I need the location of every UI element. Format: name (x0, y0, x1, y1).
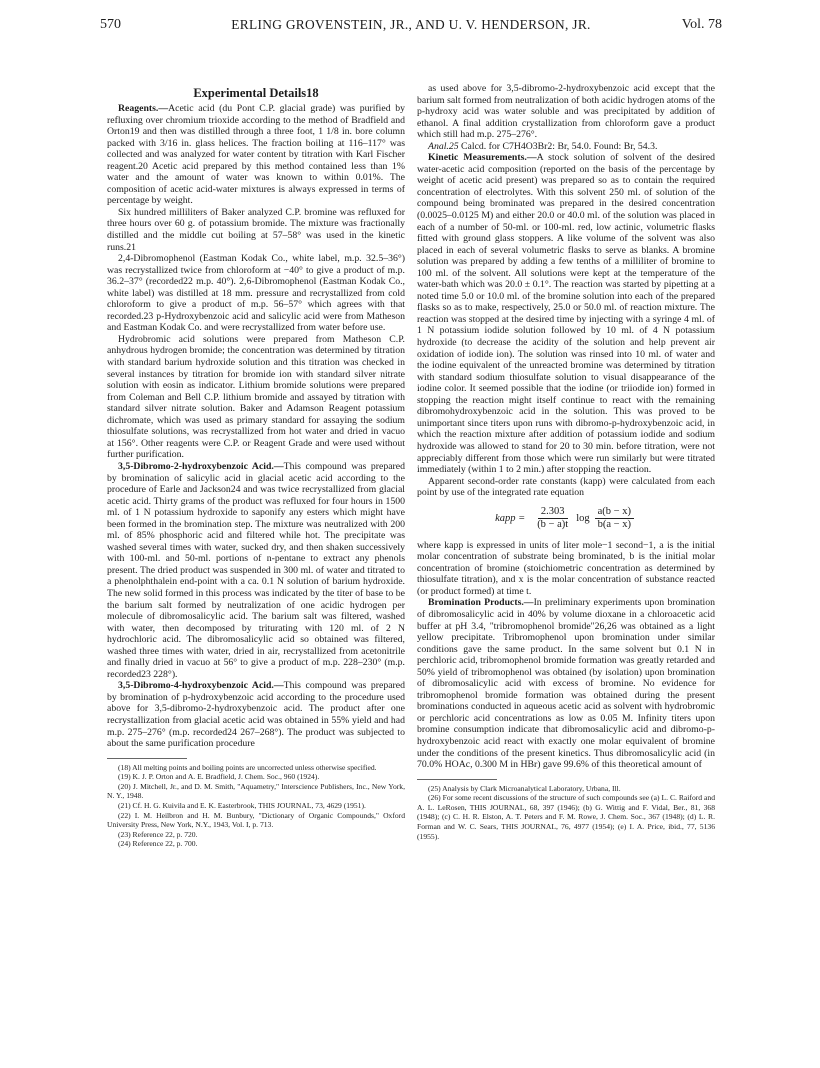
page-number: 570 (100, 17, 121, 32)
run-in-heading: Kinetic Measurements.— (428, 152, 537, 164)
footnote: (19) K. J. P. Orton and A. E. Bradfield, J. Chem. Soc., 960 (1924). (118, 772, 320, 782)
rate-equation (417, 502, 715, 536)
equation-lhs: kapp = (495, 512, 526, 524)
paragraph-text: 2,4-Dibromophenol (Eastman Kodak Co., white label, m.p. 32.5–36°) was recrystallized twice from chloroform at −40° to give a product of m.p. 36.2–37° (recorded22 m.p. 40°). 2,6-Dibromophenol (Eastman Kodak Co., white label) was distilled at 18 mm. pressure and recrystallized from cold chloroform to give a product of m.p. 56–57° which agrees with that recorded.23 p-Hydroxybenzoic acid and salicylic acid were from Matheson and Eastman Kodak Co. and were recrystallized from water before use. (107, 253, 405, 334)
paragraph (417, 597, 715, 770)
run-in-heading: Reagents.— (118, 103, 169, 114)
run-in-heading: Bromination Products.— (428, 597, 534, 609)
footnote: (21) Cf. H. G. Kuivila and E. K. Easterbrook, THIS JOURNAL, 73, 4629 (1951). (118, 801, 366, 810)
paragraph-text: Calcd. for C7H4O3Br2: Br, 54.0. Found: Br, 54.3. (458, 140, 658, 152)
paragraph-text: A stock solution of solvent of the desired water-acetic acid composition (reported on the basis of the percentage by weight of acetic acid present) was prepared so as to contain the required concentration of electrolytes. With this solvent 250 ml. of solution of the compound being brominated was prepared in the desired concentration (0.0025–0.0125 M) and either 20.0 or 40.0 ml. of the solution was placed in each of a number of 50-ml. or 100-ml. red, low actinic, volumetric flasks fitted with ground glass stoppers. A like volume of the solvent was also placed in each of several volumetric flasks to serve as blanks. A bromine solution was prepared by adding a few tenths of a milliliter of bromine to 100 ml. of the solvent. All solutions were kept at the temperature of the water-bath which was 20.0 ± 0.1°. The reaction was started by pipetting at a noted time 5.0 or 10.0 ml. of the bromine solution into each of the prepared flasks so as to make, respectively, 25.0 or 50.0 ml. of reaction mixture. The reaction was stopped at the desired time by injecting with a syringe 4 ml. of 1 N potassium iodide solution followed by 10 ml. of 4 N potassium hydroxide (to decrease the acidity of the solution and help prevent air oxidation of iodide ion). The solution was rinsed into 10 ml. of water and the iodine equivalent of the unreacted bromine was determined by titration with standard sodium thiosulfate solution to visual disappearance of the iodine color. It seemed possible that the iodine (or triiodide ion) formed in stopping the reaction might itself continue to react with the remaining dibromohydroxybenzoic acid in the solution. This was proved to be unimportant since titers upon runs with dibromo-p-hydroxybenzoic acid, in which the reaction mixture after addition of potassium iodide and sodium hydroxide was allowed to stand for 20 to 30 min. before titration, were not appreciably different from those which were run similarly but were titrated immediately (within 1 to 2 min.) after stopping the reaction. (417, 152, 715, 476)
coefficient-numerator: 2.303 (538, 506, 568, 519)
footnote: (22) I. M. Heilbron and H. M. Bunbury, "Dictionary of Organic Compounds," Oxford University Press, New York, N.Y., 1943, Vol. I, p. 713. (107, 810, 405, 830)
paragraph (107, 334, 405, 461)
paragraph (417, 152, 715, 475)
run-in-heading: Anal.25 (428, 140, 459, 152)
footnote: (20) J. Mitchell, Jr., and D. M. Smith, "Aquametry," Interscience Publishers, Inc., New York, N. Y., 1948. (107, 781, 405, 801)
footnote: (23) Reference 22, p. 720. (118, 829, 198, 839)
paragraph-text: as used above for 3,5-dibromo-2-hydroxybenzoic acid except that the barium salt formed from neutralization of both acidic hydrogen atoms of the p-hydroxy acid was water soluble and was precipitated by addition of ethanol. A final addition crystallization from chloroform gave a product which still had m.p. 275–276°. (417, 83, 715, 141)
paragraph (417, 141, 715, 153)
paragraph-text: In preliminary experiments upon bromination of dibromosalicylic acid in 40% by volume dioxane in a chloroacetic acid buffer at pH 3.4, "tribromophenol bromide"26,26 was obtained as a light yellow precipitate. Tribromophenol upon bromination under similar conditions gave the same product. In the same solvent but 0.1 N in perchloric acid, tribromophenol bromide formation was greatly retarded and 50% yield of tribromophenol was obtained (by isolation) upon bromination of dibromosalicylic acid with excess of bromine. No evidence for tribromophenol bromide formation was obtained during the present brominations conducted in aqueous acetic acid as solvent with hydrobromic or perchloric acid concentrations as low as 0.05 M. Infinity titers upon bromine consumption indicate that dibromosalicylic acid and dibromo-p-hydroxybenzoic acid react with exactly one molar equivalent of bromine under the conditions of the present kinetics. Thus dibromosalicylic acid (in 70.0% HOAc, 0.300 M in HBr) gave 99.6% of this theoretical amount of (417, 597, 716, 771)
argument-numerator: a(b − x) (595, 506, 634, 519)
coefficient-fraction (534, 506, 571, 531)
right-column (417, 83, 715, 841)
footnote: (26) For some recent discussions of the structure of such compounds see (a) L. C. Raiford and A. L. LeRosen, THIS JOURNAL, 68, 397 (1946); (b) G. Wittig and F. Vidal, Ber., 81, 368 (1948); (c) C. H. R. Elston, A. T. Peters and F. M. Rowe, J. Chem. Soc., 367 (1948); (d) L. R. Forman and W. C. Sears, THIS JOURNAL, 76, 4977 (1954); (e) I. A. Price, ibid., 77, 5136 (1955). (417, 793, 715, 841)
log-operator: log (576, 512, 590, 524)
paragraph-text: Six hundred milliliters of Baker analyzed C.P. bromine was refluxed for three hours over 60 g. of potassium bromide. The mixture was fractionally distilled and the middle cut boiling at 57–58° was used in the kinetic runs.21 (107, 206, 405, 253)
paragraph (107, 253, 405, 334)
footnote-rule (107, 758, 187, 759)
section-title: Experimental Details18 (193, 86, 319, 100)
paragraph (107, 680, 405, 749)
log-argument-fraction (595, 506, 634, 531)
paragraph-text: This compound was prepared by bromination of salicylic acid in glacial acetic acid according to the procedure of Earle and Jackson24 and was twice recrystallized from glacial acetic acid. Thirty grams of the product was refluxed for four hours in 1500 ml. of 1 N potassium hydroxide to saponify any esters which might have been formed in the bromination step. The mixture was neutralized with 200 ml. of 85% phosphoric acid and filtered while hot. The precipitate was washed several times with water, sucked dry, and then shaken successively with 100-ml. and 50-ml. portions of n-pentane to extract any phenols present. The dried product was suspended in 300 ml. of water and titrated to a phenolphthalein end-point with a ca. 0.1 N solution of barium hydroxide. The new solid formed in this process was indicated by the titer of base to be the barium salt formed by neutralization of one acidic hydrogen per molecule of dibromosalicylic acid. The barium salt was filtered, washed with water, then decomposed by triturating with 120 ml. of 2 N hydrochloric acid. The dibromosalicylic acid so obtained was filtered, washed three times with water, dried in air, recrystallized from acetonitrile and finally dried in vacuo at 56° to give a product of m.p. 228–230° (m.p. recorded23 228°). (107, 460, 405, 680)
paragraph-text: where kapp is expressed in units of liter mole−1 second−1, a is the initial molar concentration of substrate being brominated, b is the initial molar concentration of bromine (stoichiometric concentration as determined by thiosulfate titration), and x is the molar concentration of substance reacted (or product formed) at time t. (417, 539, 715, 597)
paragraph (107, 461, 405, 680)
paragraph-text: Acetic acid (du Pont C.P. glacial grade) was purified by refluxing over chromium trioxide according to the method of Bradfield and Orton19 and then was distilled through a three foot, 1 1/8 in. bore column packed with 3/16 in. glass helices. The fraction boiling at 116–117° was collected and was analyzed for water content by titration with Karl Fischer reagent.20 Acetic acid prepared by this method contained less than 1% water and the amount of water was known to within 0.01%. The composition of acetic acid-water mixtures is always expressed in terms of percentage by weight. (107, 103, 405, 207)
left-column (107, 86, 405, 849)
running-title: ERLING GROVENSTEIN, JR., AND U. V. HENDERSON, JR. (231, 17, 591, 32)
running-header (100, 17, 722, 37)
run-in-heading: 3,5-Dibromo-4-hydroxybenzoic Acid.— (118, 680, 284, 692)
paragraph (107, 207, 405, 253)
paragraph (417, 540, 715, 598)
footnote: (24) Reference 22, p. 700. (118, 839, 198, 849)
paragraph (417, 476, 715, 499)
volume-label: Vol. 78 (681, 17, 722, 32)
argument-denominator: b(a − x) (597, 519, 631, 531)
footnote-rule (417, 779, 497, 780)
footnote: (18) All melting points and boiling points are uncorrected unless otherwise specified. (118, 762, 377, 772)
run-in-heading: 3,5-Dibromo-2-hydroxybenzoic Acid.— (118, 460, 284, 472)
footnote: (25) Analysis by Clark Microanalytical Laboratory, Urbana, Ill. (428, 783, 621, 793)
paragraph (107, 103, 405, 207)
paragraph (417, 83, 715, 141)
coefficient-denominator: (b − a)t (537, 519, 569, 531)
paragraph-text: Apparent second-order rate constants (kapp) were calculated from each point by use of the integrated rate equation (417, 475, 715, 499)
paragraph-text: This compound was prepared by bromination of p-hydroxybenzoic acid according to the procedure used above for 3,5-dibromo-2-hydroxybenzoic acid. The product after one recrystallization from glacial acetic acid was obtained in 55% yield and had m.p. 275–276° (m.p. recorded24 267–268°). The product was subjected to about the same purification procedure (107, 680, 405, 750)
paragraph-text: Hydrobromic acid solutions were prepared from Matheson C.P. anhydrous hydrogen bromide; the concentration was determined by titration with standard barium hydroxide solution and this titration was checked in several instances by titration for bromide ion with standard silver nitrate solution with eosin as indicator. Lithium bromide solutions were prepared from Coleman and Bell C.P. lithium bromide and assayed by titration with standard silver nitrate solution. Baker and Adamson Reagent potassium dichromate, which was used as primary standard for assaying the sodium thiosulfate solutions, was recrystallized from hot water and dried in vacuo at 156°. Other reagents were C.P. or Reagent Grade and were used without further purification. (107, 333, 405, 461)
